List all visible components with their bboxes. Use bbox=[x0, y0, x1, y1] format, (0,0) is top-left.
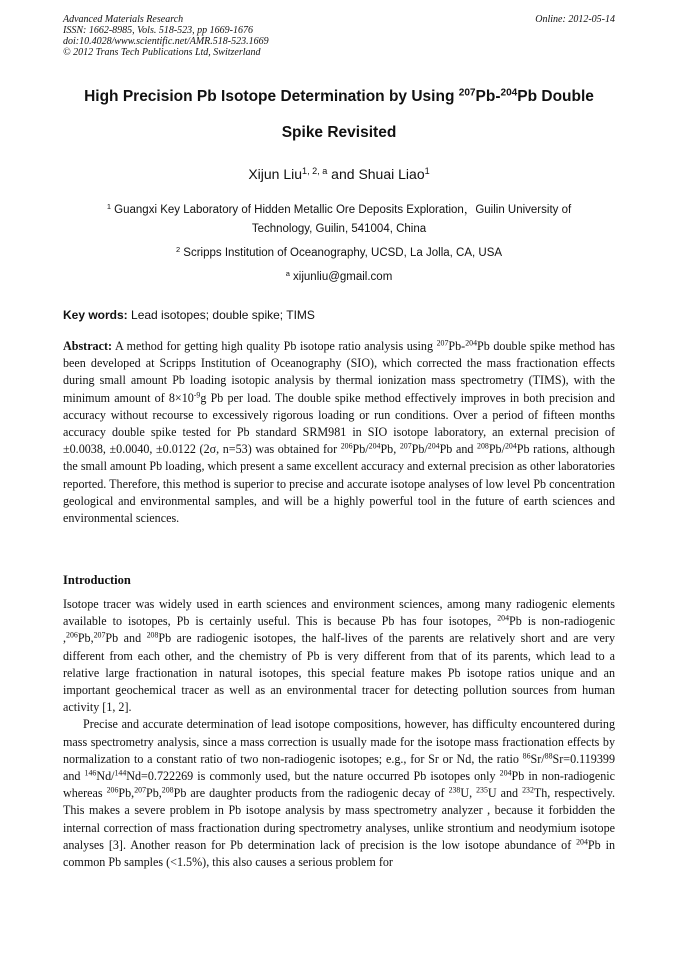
author-list: Xijun Liu$^{1, 2, a}$ and Shuai Liao$^1$ bbox=[248, 166, 430, 182]
introduction-body bbox=[63, 596, 615, 871]
journal-name: Advanced Materials Research bbox=[63, 14, 184, 25]
keywords: Key words: Lead isotopes; double spike; TIMS bbox=[63, 308, 315, 322]
online-date: Online: 2012-05-14 bbox=[535, 14, 615, 25]
issn-line: ISSN: 1662-8985, Vols. 518-523, pp 1669-1676 bbox=[63, 25, 253, 36]
abstract-label: Abstract: bbox=[63, 339, 113, 353]
paper-title-line2: Spike Revisited bbox=[281, 124, 397, 141]
section-heading-introduction: Introduction bbox=[63, 573, 131, 587]
doi-line: doi:10.4028/www.scientific.net/AMR.518-523.1669 bbox=[63, 36, 269, 47]
affiliation-2: $^2$ Scripps Institution of Oceanography, UCSD, La Jolla, CA, USA bbox=[175, 244, 503, 259]
affiliation-1: $^1$ Guangxi Key Laboratory of Hidden Metallic Ore Deposits Exploration，Guilin University of Technology, Guilin, 541004, China bbox=[106, 201, 572, 235]
paper-title: High Precision Pb Isotope Determination by Using $^{207}$Pb-$^{204}$Pb Double bbox=[84, 87, 594, 105]
keywords-label: Key words: bbox=[63, 308, 128, 322]
author-email: $^a$ xijunliu@gmail.com bbox=[285, 268, 393, 283]
paragraph: Isotope tracer was widely used in earth sciences and environment sciences, among many radiogenic elements available to isotopes, Pb is certainly useful. This is because Pb has four isotopes, $^{204}$Pb is non-radiogenic ,$^{206}$Pb,$^{207}$Pb and $^{208}$Pb are radiogenic isotopes, the half-lives of the parents are relatively short and are very different from each other, and the chemistry of Pb is very different from that of its parents, which lead to a relative large fractionation in natural isotopes, this special feature makes Pb isotope ratios unique and an important geochemical tracer as well as an environmental tracer for detecting pollution sources from human activity [1, 2]. bbox=[63, 597, 615, 715]
copyright-line: © 2012 Trans Tech Publications Ltd, Switzerland bbox=[63, 47, 261, 58]
journal-header bbox=[63, 14, 615, 58]
abstract: Abstract: A method for getting high quality Pb isotope ratio analysis using $^{207}$Pb-$^{204}$Pb double spike method has been developed at Scripps Institution of Oceanography (SIO), which corrected the mass fractionation effects during small amount Pb loading isotopic analysis by thermal ionization mass spectrometry (TIMS), with the minimum amount of $8\times 10^{-9}g$ Pb per load. The double spike method effectively improves in both precision and accuracy without recourse to excessively rigorous loading or run conditions. Over a period of fifteen months accuracy double spike tested for Pb standard SRM981 in SIO isotope laboratory, an external precision of ±0.0038, ±0.0040, ±0.0122 (2σ, n=53) was obtained for $^{206}$Pb/$^{204}$Pb, $^{207}$Pb/$^{204}$Pb and $^{208}$Pb/$^{204}$Pb rations, although the small amount Pb loading, which present a same excellent accuracy and external precision as other laboratories reported. Therefore, this method is superior to precise and accurate isotope analyses of low level Pb concentration geological and environmental samples, and will be a highly powerful tool in the future of earth sciences and environmental sciences. bbox=[63, 338, 615, 526]
paragraph: Precise and accurate determination of lead isotope compositions, however, has difficulty encountered during mass spectrometry analysis, since a mass correction is usually made for the isotope mass fractionation effects by normalization to a constant ratio of two non-radiogenic isotopes; e.g., for Sr or Nd, the ratio $^{86}$Sr/$^{88}$Sr=0.119399 and $^{146}$Nd/$^{144}$Nd=0.722269 is commonly used, but the nature occurred Pb isotopes only $^{204}$Pb in non-radiogenic whereas $^{206}$Pb,$^{207}$Pb,$^{208}$Pb are daughter products from the radiogenic decay of $^{238}$U, $^{235}$U and $^{232}$Th, respectively. This makes a severe problem in Pb isotope analysis by mass spectrometry analyzer , because it forbidden the internal correction of mass fractionation during spectrometry analyses, unlike strontium and neodymium isotope analyses [3]. Another reason for Pb determination lack of precision is the low isotope abundance of $^{204}$Pb in common Pb samples (<1.5%), this also causes a serious problem for bbox=[63, 717, 615, 870]
